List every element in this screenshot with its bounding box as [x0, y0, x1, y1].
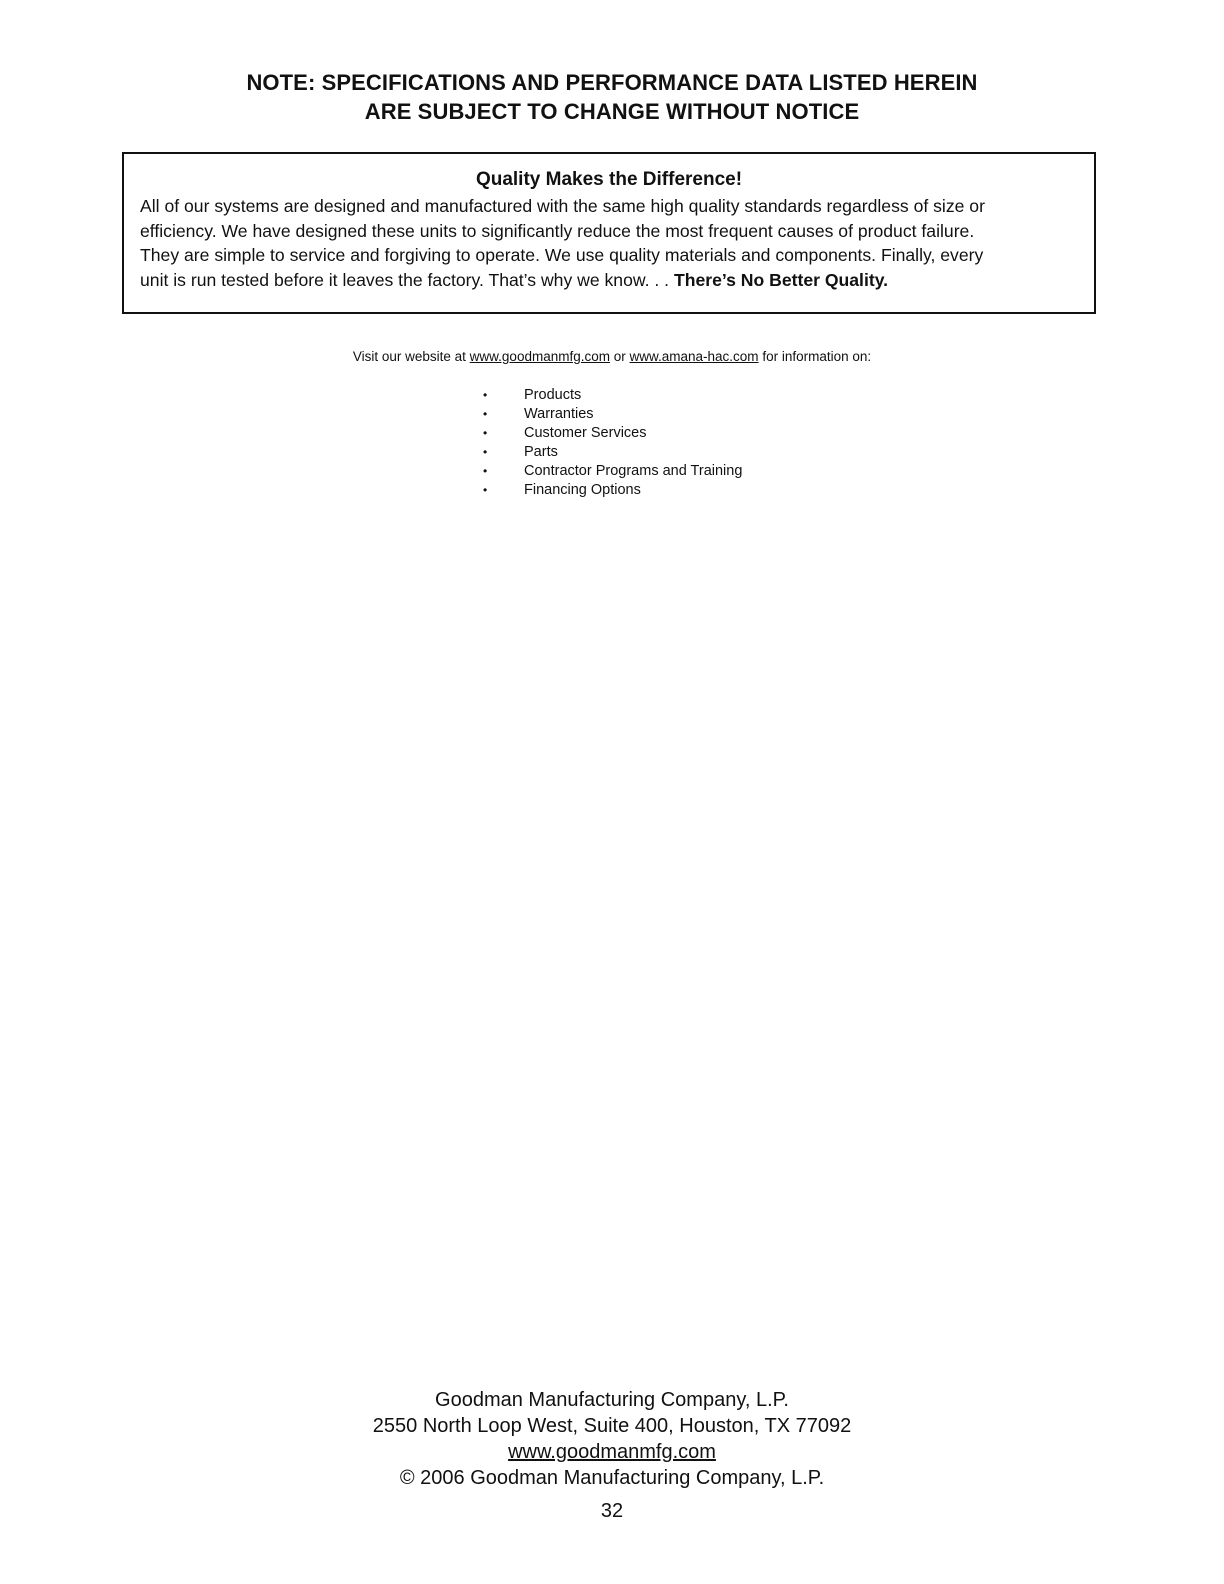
- visit-suffix: for information on:: [758, 349, 872, 364]
- footer-copyright: © 2006 Goodman Manufacturing Company, L.P.: [399, 1467, 825, 1489]
- quality-body: [140, 194, 1084, 292]
- list-item: [481, 462, 742, 481]
- list-item: [481, 443, 742, 462]
- company-footer: [0, 1387, 1224, 1491]
- footer-website-link[interactable]: www.goodmanmfg.com: [508, 1441, 716, 1463]
- bullet-icon: •: [483, 426, 488, 441]
- notice-line-2: ARE SUBJECT TO CHANGE WITHOUT NOTICE: [364, 99, 860, 124]
- footer-address: 2550 North Loop West, Suite 400, Houston, TX 77092: [372, 1415, 852, 1437]
- footer-company-name: Goodman Manufacturing Company, L.P.: [435, 1389, 789, 1411]
- list-item-label: Customer Services: [524, 425, 647, 442]
- list-item: [481, 386, 742, 405]
- page-number: 32: [600, 1500, 624, 1522]
- goodman-website-link[interactable]: www.goodmanmfg.com: [469, 349, 610, 364]
- list-item: [481, 405, 742, 424]
- quality-title: Quality Makes the Difference!: [475, 169, 743, 190]
- quality-body-text: unit is run tested before it leaves the factory. That’s why we know. . .: [140, 269, 674, 290]
- quality-statement-box: [122, 152, 1096, 314]
- bullet-icon: •: [483, 483, 488, 498]
- list-item-label: Warranties: [524, 406, 594, 423]
- visit-prefix: Visit our website at: [352, 349, 470, 364]
- visit-middle: or: [609, 349, 630, 364]
- notice-line-1: NOTE: SPECIFICATIONS AND PERFORMANCE DATA LISTED HEREIN: [246, 70, 978, 95]
- list-item-label: Products: [524, 387, 582, 403]
- website-visit-line: [0, 348, 1224, 366]
- list-item: [481, 481, 742, 500]
- quality-body-line: They are simple to service and forgiving to operate. We use quality materials and components. Finally, every: [140, 245, 984, 265]
- list-item: [481, 424, 742, 443]
- bullet-icon: •: [483, 407, 488, 422]
- quality-tagline: There’s No Better Quality.: [673, 269, 889, 290]
- amana-website-link[interactable]: www.amana-hac.com: [629, 349, 759, 364]
- bullet-icon: •: [483, 464, 488, 479]
- bullet-icon: •: [483, 388, 488, 402]
- list-item-label: Contractor Programs and Training: [524, 463, 743, 480]
- list-item-label: Financing Options: [524, 482, 641, 499]
- quality-body-line: All of our systems are designed and manufactured with the same high quality standards regardless of size or: [140, 196, 985, 216]
- list-item-label: Parts: [524, 444, 558, 461]
- information-topics-list: [481, 386, 742, 501]
- quality-body-line: efficiency. We have designed these units to significantly reduce the most frequent causes of product failure.: [140, 220, 975, 241]
- spec-change-notice: [0, 68, 1224, 126]
- quality-body-line: [140, 268, 1084, 293]
- bullet-icon: •: [483, 445, 488, 460]
